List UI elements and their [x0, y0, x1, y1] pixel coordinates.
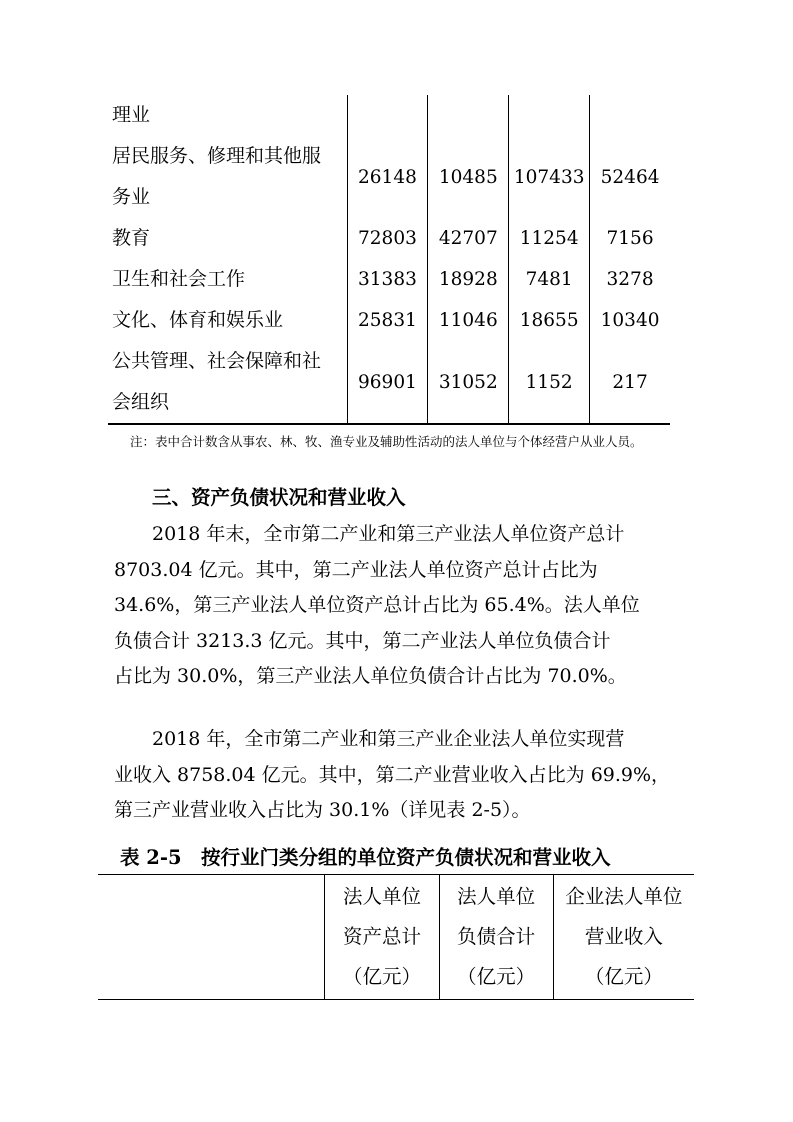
- cell-v3: 107433: [509, 136, 590, 218]
- cell-v1: 31383: [347, 259, 428, 300]
- row-label: 居民服务、修理和其他服 务业: [112, 145, 322, 208]
- row-label: 教育: [112, 227, 151, 249]
- industry-employment-table: [108, 95, 670, 425]
- cell-v1: 26148: [347, 136, 428, 218]
- cell-v1: 25831: [347, 300, 428, 341]
- text-line: 占比为 30.0%，第三产业法人单位负债合计占比为 70.0%。: [114, 665, 627, 687]
- cell-v4: [590, 95, 670, 136]
- cell-v3: 1152: [509, 341, 590, 424]
- cell-v4: 3278: [590, 259, 670, 300]
- cell-v3: [509, 95, 590, 136]
- assets-liabilities-table: [98, 874, 694, 1000]
- cell-v3: 18655: [509, 300, 590, 341]
- cell-v4: 217: [590, 341, 670, 424]
- table-note: 注：表中合计数含从事农、林、牧、渔专业及辅助性活动的法人单位与个体经营户从业人员。: [130, 434, 643, 449]
- cell-v2: 18928: [428, 259, 509, 300]
- header-assets: 法人单位 资产总计 （亿元）: [325, 875, 439, 1000]
- text-line: 2018 年，全市第二产业和第三产业企业法人单位实现营: [114, 728, 625, 750]
- cell-v1: 96901: [347, 341, 428, 424]
- text-line: 2018 年末，全市第二产业和第三产业法人单位资产总计: [114, 523, 625, 545]
- table-header-row: [98, 875, 694, 1000]
- cell-v3: 11254: [509, 218, 590, 259]
- table-row: [108, 259, 670, 300]
- paragraph-revenue: [114, 722, 676, 829]
- table-row: [108, 136, 670, 218]
- header-revenue: 企业法人单位 营业收入 （亿元）: [553, 875, 694, 1000]
- cell-v1: [347, 95, 428, 136]
- header-liabilities: 法人单位 负债合计 （亿元）: [439, 875, 553, 1000]
- table-row: [108, 95, 670, 136]
- header-blank: [98, 875, 325, 1000]
- table-caption: 表 2-5 按行业门类分组的单位资产负债状况和营业收入: [120, 846, 611, 869]
- row-label: 理业: [112, 104, 151, 126]
- table-row: [108, 341, 670, 424]
- row-label: 公共管理、社会保障和社 会组织: [108, 341, 347, 424]
- cell-v2: 10485: [428, 136, 509, 218]
- cell-v1: 72803: [347, 218, 428, 259]
- cell-v2: 11046: [428, 300, 509, 341]
- table-row: [108, 300, 670, 341]
- row-label: 卫生和社会工作: [112, 268, 246, 290]
- cell-v4: 7156: [590, 218, 670, 259]
- cell-v2: 31052: [428, 341, 509, 424]
- row-label: 文化、体育和娱乐业: [112, 309, 284, 331]
- text-line: 34.6%，第三产业法人单位资产总计占比为 65.4%。法人单位: [114, 594, 640, 616]
- text-line: 负债合计 3213.3 亿元。其中，第二产业法人单位负债合计: [114, 629, 611, 652]
- table-row: [108, 218, 670, 259]
- text-line: 业收入 8758.04 亿元。其中，第二产业营业收入占比为 69.9%，: [114, 763, 671, 786]
- paragraph-assets: [114, 517, 676, 695]
- cell-v4: 52464: [590, 136, 670, 218]
- section-heading: 三、资产负债状况和营业收入: [152, 486, 406, 509]
- cell-v2: 42707: [428, 218, 509, 259]
- cell-v2: [428, 95, 509, 136]
- cell-v4: 10340: [590, 300, 670, 341]
- cell-v3: 7481: [509, 259, 590, 300]
- text-line: 第三产业营业收入占比为 30.1%（详见表 2-5）。: [114, 799, 531, 821]
- text-line: 8703.04 亿元。其中，第二产业法人单位资产总计占比为: [114, 558, 598, 581]
